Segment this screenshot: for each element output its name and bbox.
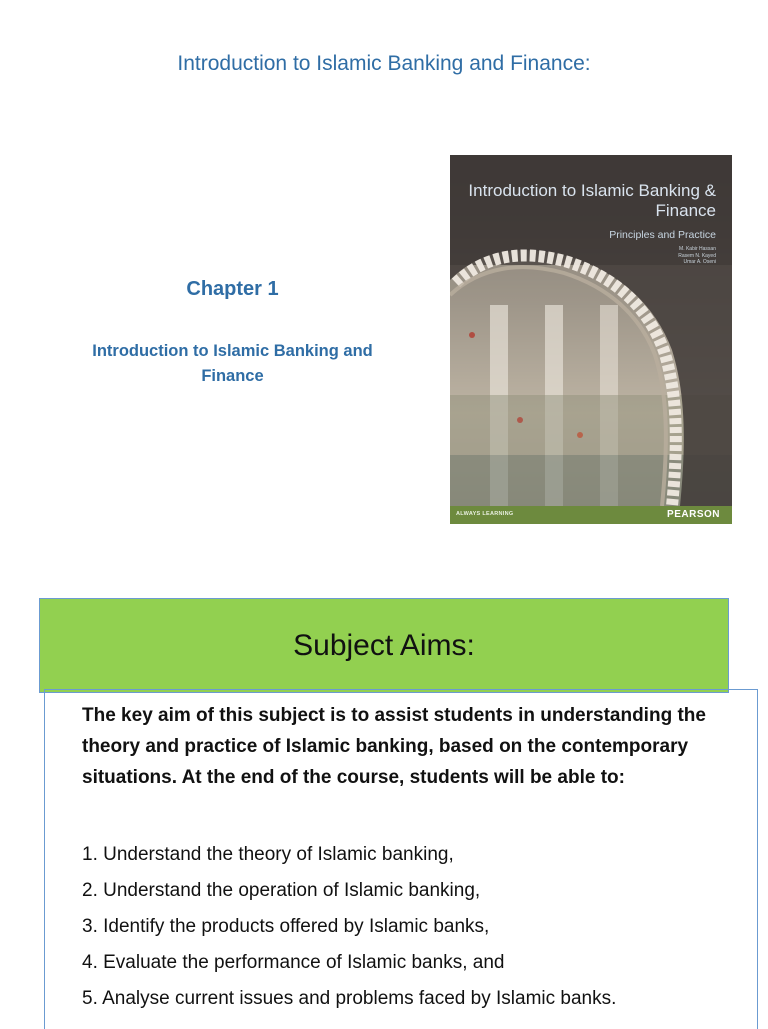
subject-aims-list [82,840,752,1020]
list-item: 2. Understand the operation of Islamic banking, [82,880,481,901]
subject-aims-body [44,689,758,1029]
list-item: 5. Analyse current issues and problems faced by Islamic banks. [82,988,617,1009]
cover-footer-band [450,506,732,524]
cover-author: Umar A. Oseni [683,259,716,265]
document-title: Introduction to Islamic Banking and Finance: [177,52,591,75]
cover-authors [516,246,716,266]
subject-aims-intro: The key aim of this subject is to assist students in understanding the theory and practice of Islamic banking, based on the contemporary situations. At the end of the course, students will be able to: [82,705,706,788]
cover-tagline: ALWAYS LEARNING [456,511,514,517]
book-cover-image [450,155,732,524]
list-item: 3. Identify the products offered by Islamic banks, [82,916,490,937]
cover-subtitle: Principles and Practice [609,229,716,241]
subject-aims-heading: Subject Aims: [293,629,475,662]
chapter-heading: Chapter 1 [186,278,279,300]
cover-author: M. Kabir Hassan [679,246,716,252]
cover-author: Rasem N. Kayed [678,252,716,259]
cover-title: Introduction to Islamic Banking & Finance [468,181,716,220]
publisher-logo: PEARSON [667,509,720,520]
list-item: 1. Understand the theory of Islamic banking, [82,844,454,865]
chapter-subtitle: Introduction to Islamic Banking and Finance [92,342,373,385]
list-item: 4. Evaluate the performance of Islamic banks, and [82,952,505,973]
subject-aims-header [39,598,729,693]
